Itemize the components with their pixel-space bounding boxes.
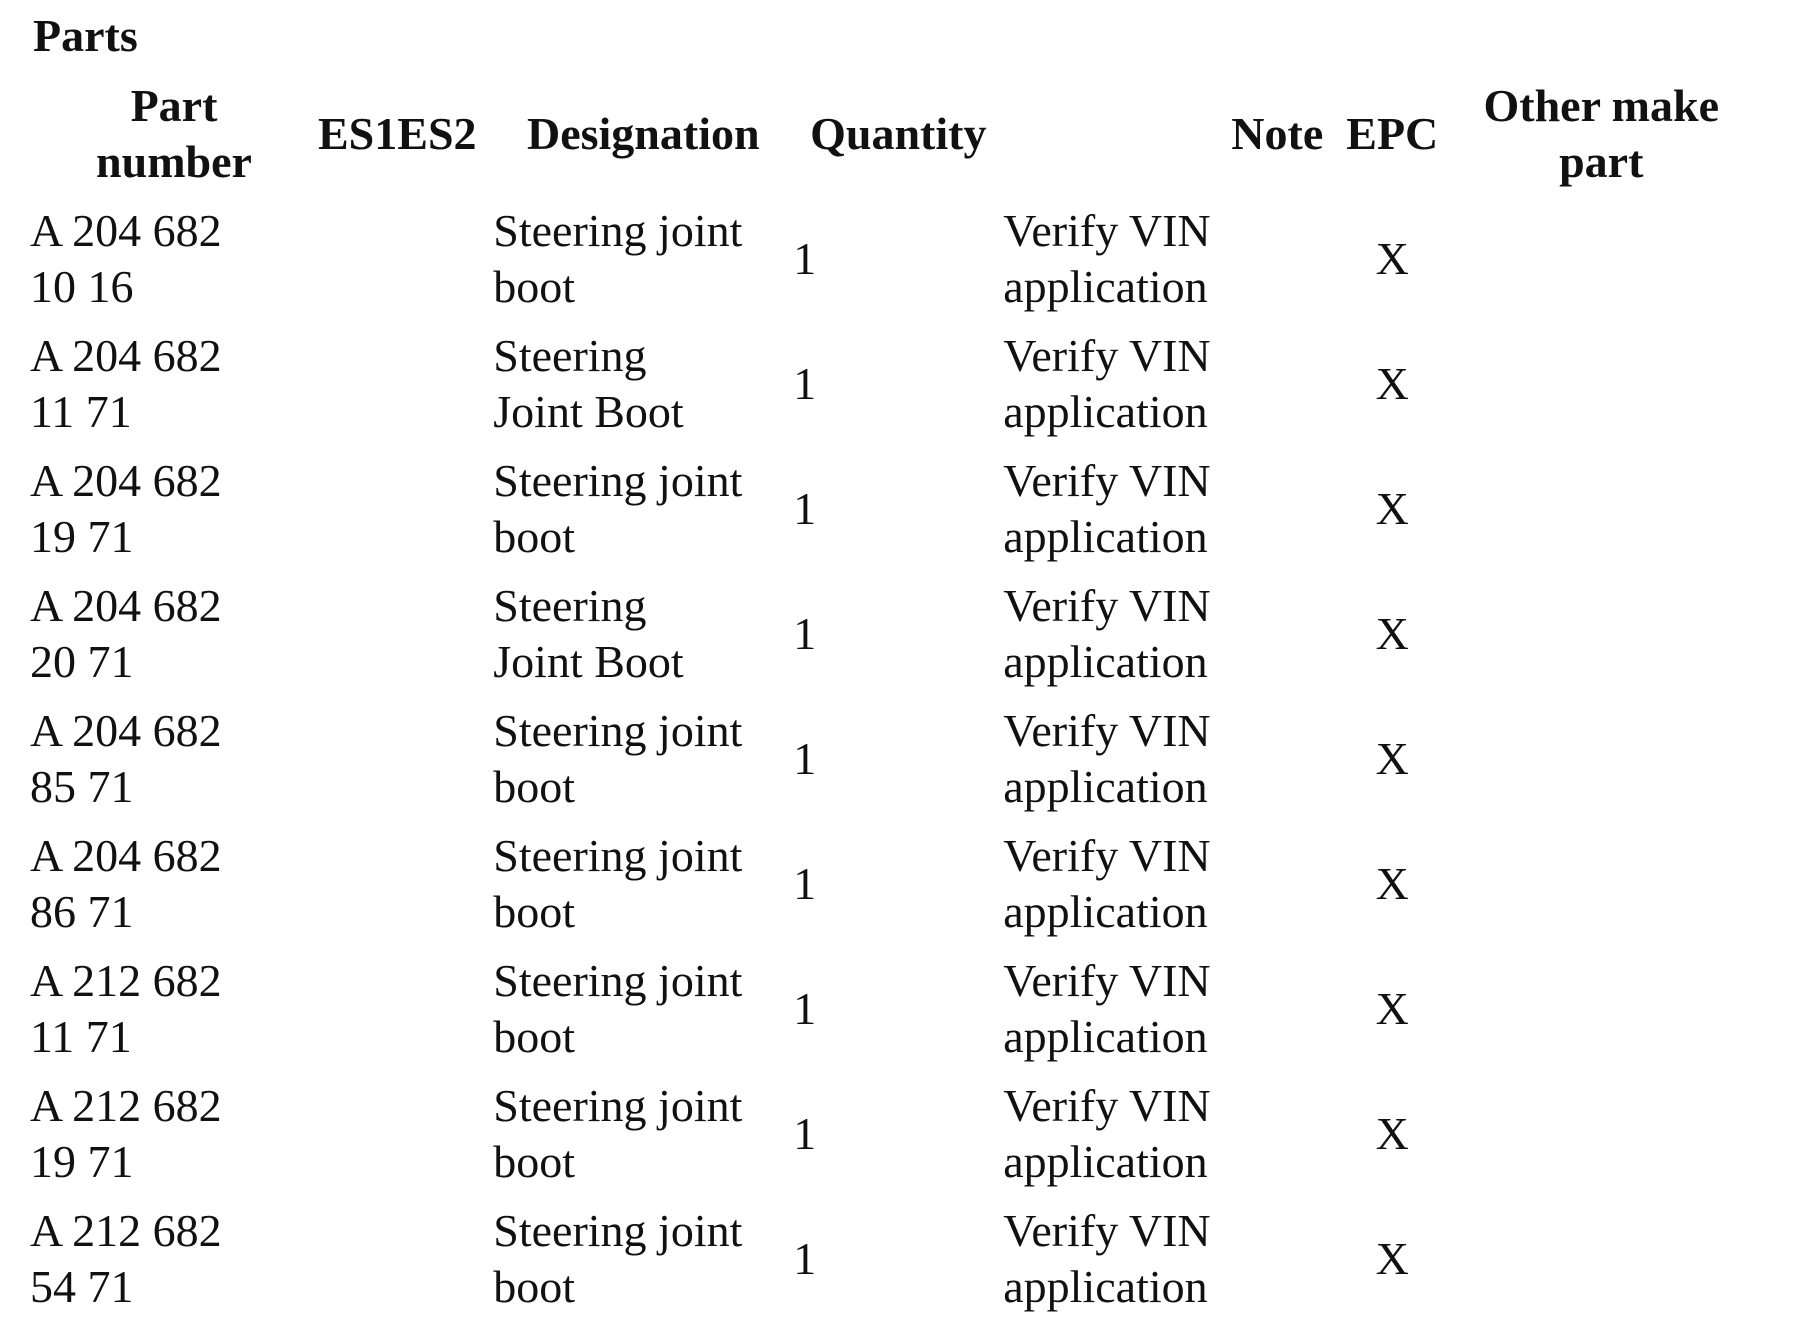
parts-table-body: [30, 196, 1741, 1321]
cell-quantity: 1: [793, 482, 817, 534]
cell-quantity: 1: [793, 857, 817, 909]
cell-part-number: A 204 682 10 16: [30, 204, 222, 312]
cell-designation: Steering joint boot: [493, 1204, 743, 1312]
cell-epc: X: [1375, 607, 1409, 659]
table-row: [30, 1071, 1741, 1196]
cell-es1: [318, 571, 397, 696]
cell-part-number: A 212 682 54 71: [30, 1204, 222, 1312]
section-title: Parts: [33, 10, 138, 61]
cell-es1: [318, 696, 397, 821]
cell-epc: X: [1375, 232, 1409, 284]
cell-part-number: A 204 682 19 71: [30, 454, 222, 562]
cell-epc: X: [1375, 982, 1409, 1034]
header-designation: Designation: [526, 108, 760, 159]
cell-es2: [397, 1196, 493, 1321]
cell-note: Verify VIN application: [1003, 1204, 1211, 1312]
cell-es2: [397, 321, 493, 446]
table-row: [30, 321, 1741, 446]
cell-note: Verify VIN application: [1003, 954, 1211, 1062]
cell-designation: Steering joint boot: [493, 454, 743, 562]
cell-part-number: A 212 682 11 71: [30, 954, 222, 1062]
cell-epc: X: [1375, 857, 1409, 909]
cell-note: Verify VIN application: [1003, 204, 1211, 312]
cell-epc: X: [1375, 1107, 1409, 1159]
cell-es1: [318, 446, 397, 571]
cell-quantity: 1: [793, 1232, 817, 1284]
cell-designation: Steering joint boot: [493, 829, 743, 937]
table-header-row: [30, 72, 1741, 196]
cell-es2: [397, 1071, 493, 1196]
cell-es1: [318, 1071, 397, 1196]
cell-es1: [318, 196, 397, 321]
header-epc: EPC: [1346, 108, 1439, 159]
cell-other-make-part: [1461, 1071, 1741, 1196]
table-row: [30, 1196, 1741, 1321]
table-row: [30, 196, 1741, 321]
table-row: [30, 571, 1741, 696]
cell-note: Verify VIN application: [1003, 704, 1211, 812]
header-quantity: Quantity: [810, 108, 987, 159]
cell-epc: X: [1375, 482, 1409, 534]
cell-part-number: A 204 682 11 71: [30, 329, 222, 437]
cell-designation: Steering Joint Boot: [493, 329, 684, 437]
cell-other-make-part: [1461, 946, 1741, 1071]
cell-other-make-part: [1461, 571, 1741, 696]
cell-quantity: 1: [793, 232, 817, 284]
cell-other-make-part: [1461, 446, 1741, 571]
cell-epc: X: [1375, 1232, 1409, 1284]
cell-designation: Steering joint boot: [493, 1079, 743, 1187]
table-row: [30, 696, 1741, 821]
cell-epc: X: [1375, 357, 1409, 409]
cell-note: Verify VIN application: [1003, 579, 1211, 687]
table-row: [30, 946, 1741, 1071]
header-es1: ES1: [318, 108, 398, 159]
cell-other-make-part: [1461, 321, 1741, 446]
cell-quantity: 1: [793, 1107, 817, 1159]
cell-note: Verify VIN application: [1003, 454, 1211, 562]
cell-part-number: A 204 682 85 71: [30, 704, 222, 812]
cell-other-make-part: [1461, 196, 1741, 321]
cell-es1: [318, 321, 397, 446]
table-row: [30, 821, 1741, 946]
header-es2: ES2: [397, 108, 477, 159]
cell-es1: [318, 946, 397, 1071]
table-row: [30, 446, 1741, 571]
cell-part-number: A 204 682 86 71: [30, 829, 222, 937]
cell-designation: Steering joint boot: [493, 204, 743, 312]
cell-es2: [397, 821, 493, 946]
parts-table: [30, 72, 1741, 1321]
cell-note: Verify VIN application: [1003, 1079, 1211, 1187]
cell-designation: Steering joint boot: [493, 704, 743, 812]
cell-es1: [318, 821, 397, 946]
cell-other-make-part: [1461, 821, 1741, 946]
cell-part-number: A 212 682 19 71: [30, 1079, 222, 1187]
cell-quantity: 1: [793, 357, 817, 409]
header-note: Note: [1231, 108, 1324, 159]
header-other-make-part: Other make part: [1483, 80, 1720, 187]
cell-note: Verify VIN application: [1003, 329, 1211, 437]
cell-es2: [397, 696, 493, 821]
cell-epc: X: [1375, 732, 1409, 784]
cell-es1: [318, 1196, 397, 1321]
cell-part-number: A 204 682 20 71: [30, 579, 222, 687]
cell-designation: Steering Joint Boot: [493, 579, 684, 687]
cell-es2: [397, 446, 493, 571]
cell-quantity: 1: [793, 732, 817, 784]
cell-other-make-part: [1461, 696, 1741, 821]
cell-es2: [397, 571, 493, 696]
cell-quantity: 1: [793, 982, 817, 1034]
cell-es2: [397, 196, 493, 321]
cell-es2: [397, 946, 493, 1071]
header-part-number: Part number: [96, 80, 252, 187]
cell-note: Verify VIN application: [1003, 829, 1211, 937]
cell-other-make-part: [1461, 1196, 1741, 1321]
cell-designation: Steering joint boot: [493, 954, 743, 1062]
cell-quantity: 1: [793, 607, 817, 659]
